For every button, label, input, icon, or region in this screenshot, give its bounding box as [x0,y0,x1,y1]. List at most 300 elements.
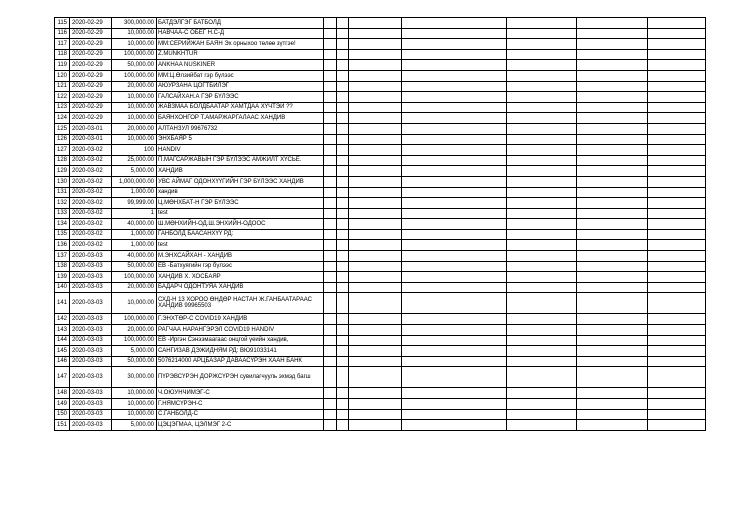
empty-cell [402,198,507,209]
row-description: Ч.ОЮУНЧИМЭГ-С [157,388,324,399]
empty-cell [337,176,349,187]
empty-cell [349,335,402,346]
row-number: 144 [55,335,70,346]
empty-cell [577,145,648,156]
row-amount: 50,000.00 [112,356,157,367]
row-description: УВС АЙМАГ ОДОНХҮҮГИЙН ГЭР БҮЛЭЭС ХАНДИВ [157,176,324,187]
row-amount: 1,000.00 [112,240,157,251]
row-amount: 10,000.00 [112,102,157,113]
empty-cell [324,420,337,431]
row-description: ММ:СЕРИЙЖАН БАЯН Эх орныхоо төлөө зүтгэе! [157,39,324,50]
row-date: 2020-03-03 [70,314,112,325]
row-date: 2020-03-03 [70,388,112,399]
empty-cell [507,346,577,357]
row-description: ГАНБОЛД БААСАНХҮҮ РД: [157,229,324,240]
empty-cell [324,70,337,81]
row-amount: 10,000.00 [112,388,157,399]
table-row [55,49,706,60]
empty-cell [349,39,402,50]
row-description: АЮУРЗАНА ЦОГТБИЛЭГ [157,81,324,92]
row-description: М.ЭНХСАЙХАН - ХАНДИВ [157,251,324,262]
row-number: 151 [55,420,70,431]
row-date: 2020-03-02 [70,155,112,166]
table-row [55,219,706,230]
empty-cell [648,102,706,113]
empty-cell [337,166,349,177]
empty-cell [402,399,507,410]
row-description: test [157,240,324,251]
empty-cell [648,166,706,177]
empty-cell [402,335,507,346]
row-description: ЕВ -Батхуягийн гэр бүлээс [157,261,324,272]
row-date: 2020-03-03 [70,261,112,272]
empty-cell [507,367,577,388]
row-date: 2020-03-03 [70,272,112,283]
row-description: Г.ЭНХТӨР-С COVID19 ХАНДИВ [157,314,324,325]
empty-cell [648,123,706,134]
row-number: 137 [55,251,70,262]
empty-cell [577,208,648,219]
row-number: 145 [55,346,70,357]
table-row [55,399,706,410]
row-date: 2020-03-03 [70,399,112,410]
empty-cell [648,282,706,293]
table-row [55,208,706,219]
empty-cell [648,356,706,367]
empty-cell [349,293,402,314]
row-number: 121 [55,81,70,92]
empty-cell [648,176,706,187]
empty-cell [648,208,706,219]
empty-cell [337,219,349,230]
row-date: 2020-02-29 [70,49,112,60]
table-row [55,145,706,156]
table-row [55,282,706,293]
row-description: ММ:Ц.Өлзийбат гэр бүлээс [157,70,324,81]
empty-cell [648,388,706,399]
row-amount: 10,000.00 [112,92,157,103]
empty-cell [402,18,507,29]
empty-cell [337,293,349,314]
empty-cell [507,409,577,420]
row-number: 141 [55,293,70,314]
empty-cell [337,388,349,399]
empty-cell [507,325,577,336]
row-number: 135 [55,229,70,240]
row-amount: 10,000.00 [112,134,157,145]
row-number: 142 [55,314,70,325]
row-description: хандив [157,187,324,198]
empty-cell [402,70,507,81]
empty-cell [648,272,706,283]
empty-cell [648,81,706,92]
row-number: 148 [55,388,70,399]
empty-cell [324,314,337,325]
empty-cell [349,198,402,209]
empty-cell [324,219,337,230]
empty-cell [648,18,706,29]
empty-cell [507,134,577,145]
row-amount: 100 [112,145,157,156]
row-description: АЛТАНЗУЛ 99676732 [157,123,324,134]
empty-cell [577,219,648,230]
row-date: 2020-03-02 [70,187,112,198]
row-description: test [157,208,324,219]
table-row [55,92,706,103]
empty-cell [349,60,402,71]
empty-cell [648,145,706,156]
empty-cell [324,81,337,92]
row-description: Z.MUNKHTUR [157,49,324,60]
empty-cell [324,113,337,124]
row-number: 116 [55,28,70,39]
empty-cell [324,28,337,39]
empty-cell [577,335,648,346]
empty-cell [402,60,507,71]
row-description: С.ГАНБОЛД-С [157,409,324,420]
row-description: ХАНДИВ Х. ХОСБАЯР [157,272,324,283]
empty-cell [648,187,706,198]
table-row [55,229,706,240]
table-row [55,293,706,314]
empty-cell [324,261,337,272]
empty-cell [577,346,648,357]
empty-cell [349,145,402,156]
empty-cell [577,176,648,187]
empty-cell [507,335,577,346]
table-row [55,39,706,50]
empty-cell [349,102,402,113]
empty-cell [648,60,706,71]
empty-cell [577,314,648,325]
table-row [55,60,706,71]
empty-cell [577,113,648,124]
empty-cell [507,102,577,113]
empty-cell [648,198,706,209]
empty-cell [324,134,337,145]
empty-cell [402,293,507,314]
row-date: 2020-02-29 [70,113,112,124]
row-description: ПҮРЭВСҮРЭН ДОРЖСҮРЭН сувилагчууль эхмэд багш [157,367,324,388]
empty-cell [648,251,706,262]
row-amount: 300,000.00 [112,18,157,29]
row-amount: 100,000.00 [112,335,157,346]
empty-cell [349,325,402,336]
empty-cell [577,123,648,134]
empty-cell [507,166,577,177]
empty-cell [648,92,706,103]
row-date: 2020-03-01 [70,134,112,145]
row-amount: 5,000.00 [112,420,157,431]
empty-cell [577,155,648,166]
empty-cell [402,187,507,198]
empty-cell [507,92,577,103]
row-description: Г.НЯМСҮРЭН-С [157,399,324,410]
empty-cell [337,399,349,410]
row-number: 126 [55,134,70,145]
ledger-rows [55,18,706,431]
empty-cell [507,420,577,431]
row-number: 115 [55,18,70,29]
empty-cell [648,409,706,420]
empty-cell [577,272,648,283]
empty-cell [577,356,648,367]
empty-cell [337,187,349,198]
empty-cell [337,409,349,420]
table-row [55,261,706,272]
table-row [55,18,706,29]
row-amount: 25,000.00 [112,155,157,166]
row-description: ХАНДИВ [157,166,324,177]
row-number: 146 [55,356,70,367]
empty-cell [507,314,577,325]
row-date: 2020-03-03 [70,325,112,336]
empty-cell [337,420,349,431]
empty-cell [507,28,577,39]
row-number: 147 [55,367,70,388]
table-row [55,187,706,198]
table-row [55,251,706,262]
empty-cell [324,92,337,103]
row-amount: 10,000.00 [112,409,157,420]
row-amount: 1,000.00 [112,229,157,240]
empty-cell [349,251,402,262]
empty-cell [337,49,349,60]
row-number: 138 [55,261,70,272]
empty-cell [402,123,507,134]
empty-cell [337,314,349,325]
row-number: 131 [55,187,70,198]
empty-cell [324,187,337,198]
empty-cell [324,356,337,367]
row-number: 122 [55,92,70,103]
row-number: 140 [55,282,70,293]
table-row [55,325,706,336]
empty-cell [402,155,507,166]
empty-cell [337,208,349,219]
row-date: 2020-03-02 [70,198,112,209]
empty-cell [324,325,337,336]
empty-cell [337,229,349,240]
empty-cell [324,155,337,166]
empty-cell [577,229,648,240]
row-description: ЭНХБАЯР 5 [157,134,324,145]
empty-cell [324,49,337,60]
empty-cell [402,356,507,367]
row-date: 2020-02-29 [70,60,112,71]
row-date: 2020-03-02 [70,219,112,230]
table-row [55,123,706,134]
empty-cell [324,251,337,262]
empty-cell [507,155,577,166]
empty-cell [324,229,337,240]
empty-cell [402,81,507,92]
empty-cell [337,261,349,272]
empty-cell [648,134,706,145]
row-number: 120 [55,70,70,81]
row-number: 129 [55,166,70,177]
empty-cell [577,28,648,39]
empty-cell [577,409,648,420]
row-amount: 100,000.00 [112,272,157,283]
empty-cell [349,240,402,251]
empty-cell [648,314,706,325]
empty-cell [324,272,337,283]
empty-cell [402,145,507,156]
table-row [55,155,706,166]
empty-cell [349,229,402,240]
empty-cell [337,18,349,29]
empty-cell [507,145,577,156]
empty-cell [577,102,648,113]
empty-cell [507,70,577,81]
empty-cell [349,346,402,357]
empty-cell [648,346,706,357]
row-amount: 20,000.00 [112,282,157,293]
empty-cell [507,399,577,410]
row-date: 2020-03-03 [70,356,112,367]
empty-cell [324,123,337,134]
empty-cell [349,113,402,124]
row-amount: 99,999.00 [112,198,157,209]
empty-cell [577,240,648,251]
row-date: 2020-03-03 [70,251,112,262]
empty-cell [402,388,507,399]
empty-cell [402,367,507,388]
empty-cell [402,409,507,420]
empty-cell [507,113,577,124]
empty-cell [337,134,349,145]
empty-cell [577,420,648,431]
empty-cell [349,92,402,103]
empty-cell [324,240,337,251]
empty-cell [507,388,577,399]
empty-cell [324,60,337,71]
empty-cell [349,187,402,198]
row-description: РАГЧАА НАРАНГЭРЭЛ COVID19 HANDIV [157,325,324,336]
row-number: 132 [55,198,70,209]
empty-cell [507,229,577,240]
row-number: 128 [55,155,70,166]
empty-cell [577,261,648,272]
empty-cell [507,198,577,209]
empty-cell [349,219,402,230]
empty-cell [337,70,349,81]
empty-cell [349,409,402,420]
table-row [55,70,706,81]
empty-cell [402,49,507,60]
empty-cell [349,166,402,177]
empty-cell [349,388,402,399]
table-row [55,314,706,325]
row-number: 127 [55,145,70,156]
row-date: 2020-02-29 [70,70,112,81]
row-number: 125 [55,123,70,134]
empty-cell [324,409,337,420]
row-date: 2020-02-29 [70,39,112,50]
empty-cell [648,240,706,251]
table-row [55,420,706,431]
empty-cell [577,282,648,293]
row-description: ГАЛСАЙХАН.А ГЭР БҮЛЭЭС [157,92,324,103]
row-description: БАДАРЧ ОДОНТУЯА ХАНДИВ [157,282,324,293]
empty-cell [402,314,507,325]
empty-cell [507,356,577,367]
empty-cell [349,81,402,92]
row-description: ЖАВЗМАА БОЛДБААТАР ХАМТДАА ХҮЧТЭЙ ?? [157,102,324,113]
table-row [55,198,706,209]
empty-cell [337,325,349,336]
empty-cell [577,293,648,314]
row-description: 5076214000 АРЦБАЗАР ДАВААСҮРЭН ХААН БАНК [157,356,324,367]
empty-cell [337,346,349,357]
row-amount: 20,000.00 [112,81,157,92]
empty-cell [507,18,577,29]
empty-cell [324,293,337,314]
table-row [55,367,706,388]
row-date: 2020-03-02 [70,166,112,177]
empty-cell [577,399,648,410]
empty-cell [402,272,507,283]
empty-cell [324,18,337,29]
empty-cell [337,367,349,388]
row-description: ЦЭЦЭГМАА, ЦЭЛМЭГ 2-С [157,420,324,431]
empty-cell [648,28,706,39]
empty-cell [349,261,402,272]
empty-cell [577,70,648,81]
row-description: ANKHAA NUSKINER [157,60,324,71]
empty-cell [507,261,577,272]
empty-cell [507,219,577,230]
empty-cell [337,335,349,346]
empty-cell [577,198,648,209]
row-date: 2020-03-01 [70,123,112,134]
empty-cell [349,272,402,283]
empty-cell [337,240,349,251]
empty-cell [507,272,577,283]
empty-cell [337,60,349,71]
row-description: БАЯНХОНГОР Т.АМАРЖАРГАЛААС ХАНДИВ [157,113,324,124]
row-number: 118 [55,49,70,60]
empty-cell [402,176,507,187]
empty-cell [402,134,507,145]
empty-cell [324,176,337,187]
row-description: СХД-Н 13 ХОРОО ӨНДӨР НАСТАН Ж.ГАНБААТАРААС ХАНДИВ 99965503 [157,293,324,314]
empty-cell [577,187,648,198]
row-amount: 100,000.00 [112,314,157,325]
row-amount: 1,000,000.00 [112,176,157,187]
empty-cell [349,314,402,325]
row-amount: 1,000.00 [112,187,157,198]
empty-cell [402,39,507,50]
empty-cell [507,176,577,187]
row-number: 117 [55,39,70,50]
row-number: 133 [55,208,70,219]
empty-cell [648,155,706,166]
row-date: 2020-03-02 [70,145,112,156]
empty-cell [507,60,577,71]
row-amount: 10,000.00 [112,293,157,314]
empty-cell [577,39,648,50]
row-amount: 50,000.00 [112,261,157,272]
row-amount: 1 [112,208,157,219]
empty-cell [337,145,349,156]
row-description: НАВЧАА-С ОБЕГ Н.С-Д [157,28,324,39]
empty-cell [648,420,706,431]
empty-cell [648,229,706,240]
empty-cell [337,113,349,124]
empty-cell [507,123,577,134]
